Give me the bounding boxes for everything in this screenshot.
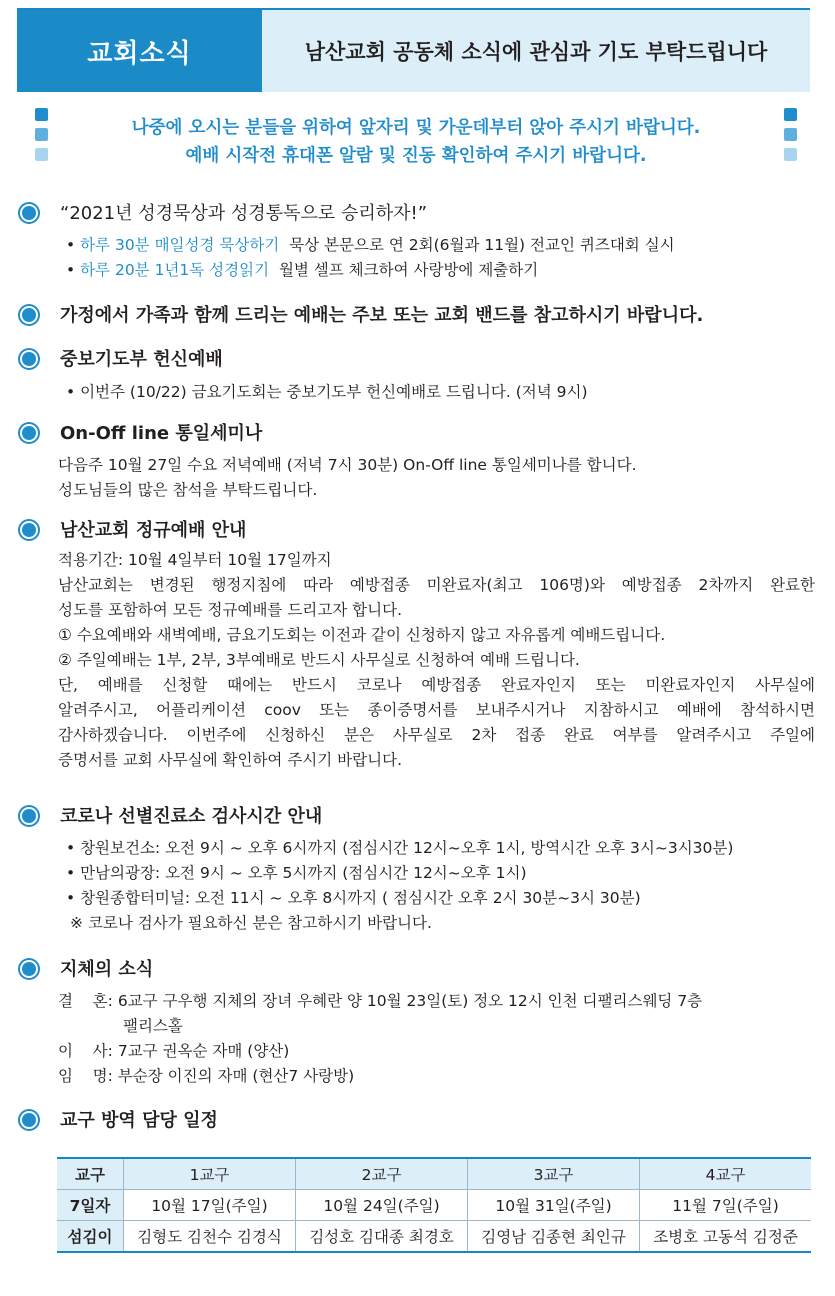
list-item: • 창원종합터미널: 오전 11시 ~ 오후 8시까지 ( 점심시간 오후 2시 30분~3시 30분) [66,889,641,907]
text-line: 증명서를 교회 사무실에 확인하여 주시기 바랍니다. [58,751,402,769]
table-row [57,1190,811,1221]
list-item: • 하루 30분 매일성경 묵상하기 묵상 본문으로 연 2회(6월과 11월) 전교인 퀴즈대회 실시 [66,236,675,254]
section-covid [22,802,815,936]
circle-bullet-icon [22,809,36,823]
table-cell: 섬김이 [57,1221,124,1253]
text-line: 남산교회는 변경된 행정지침에 따라 예방접종 미완료자(최고 106명)와 예방접종 2차까지 완료한 [58,576,815,594]
circle-bullet-icon [22,206,36,220]
table-cell: 조병호 고동석 김정준 [640,1221,811,1253]
table-cell: 김형도 김천수 김경식 [124,1221,296,1253]
table-cell: 7일자 [57,1190,124,1221]
notice-line-2: 예배 시작전 휴대폰 알람 및 진동 확인하여 주시기 바랍니다. [185,146,647,166]
text-line: ① 수요예배와 새벽예배, 금요기도회는 이전과 같이 신청하지 않고 자유롭게 예배드립니다. [58,626,666,644]
list-item: • 이번주 (10/22) 금요기도회는 중보기도부 헌신예배로 드립니다. (저녁 9시) [66,383,588,401]
section-title: 코로나 선별진료소 검사시간 안내 [60,806,323,827]
text-line: 알려주시고, 어플리케이션 coov 또는 종이증명서를 보내주시거나 지참하시고 예배에 참석하시면 [58,701,815,719]
circle-bullet-icon [22,426,36,440]
section-prayer [22,345,815,405]
news-move: 이 사: 7교구 권옥순 자매 (양산) [58,1042,290,1060]
text-line: 단, 예배를 신청할 때에는 반드시 코로나 예방접종 완료자인지 또는 미완료자인지 사무실에 [58,676,815,694]
header-tab-title: 교회소식 [17,10,262,92]
table-cell: 김영남 김종현 최인규 [468,1221,640,1253]
table-cell: 1교구 [124,1158,296,1190]
text-line: 감사하겠습니다. 이번주에 신청하신 분은 사무실로 2차 접종 완료 여부를 알려주시고 주일에 [58,726,815,744]
section-title: 남산교회 정규예배 안내 [60,520,247,541]
circle-bullet-icon [22,962,36,976]
section-title: 가정에서 가족과 함께 드리는 예배는 주보 또는 교회 밴드를 참고하시기 바랍니다. [60,305,704,326]
table-cell: 10월 31일(주일) [468,1190,640,1221]
table-header-row [57,1158,811,1190]
table-cell: 교구 [57,1158,124,1190]
table-cell: 10월 17일(주일) [124,1190,296,1221]
list-item: • 만남의광장: 오전 9시 ~ 오후 5시까지 (점심시간 12시~오후 1시) [66,864,527,882]
circle-bullet-icon [22,523,36,537]
section-title: 교구 방역 담당 일정 [60,1110,218,1131]
table-cell: 김성호 김대종 최경호 [296,1221,468,1253]
section-seminar [22,419,815,503]
schedule-table [57,1157,811,1253]
table-cell: 10월 24일(주일) [296,1190,468,1221]
section-schedule [22,1106,815,1136]
table-cell: 3교구 [468,1158,640,1190]
notice-box [35,108,797,168]
notice-line-1: 나중에 오시는 분들을 위하여 앞자리 및 가운데부터 앉아 주시기 바랍니다. [131,118,701,138]
text-line: ② 주일예배는 1부, 2부, 3부예배로 반드시 사무실로 신청하여 예배 드립니다. [58,651,580,669]
text-line: 다음주 10월 27일 수요 저녁예배 (저녁 7시 30분) On-Off line 통일세미나를 합니다. [58,456,637,474]
table-row [57,1221,811,1253]
section-title: On-Off line 통일세미나 [60,423,263,444]
circle-bullet-icon [22,352,36,366]
section-family-worship [22,301,815,331]
table-cell: 2교구 [296,1158,468,1190]
table-cell: 4교구 [640,1158,811,1190]
section-bible [22,199,815,283]
table-cell: 11월 7일(주일) [640,1190,811,1221]
note-line: ※ 코로나 검사가 필요하신 분은 참고하시기 바랍니다. [70,914,432,932]
header-subtitle: 남산교회 공동체 소식에 관심과 기도 부탁드립니다 [304,40,768,64]
text-line: 성도님들의 많은 참석을 부탁드립니다. [58,481,318,499]
section-title: 지체의 소식 [60,959,154,980]
text-line: 적용기간: 10월 4일부터 10월 17일까지 [58,551,332,569]
news-wedding-cont: 팰리스홀 [123,1017,183,1035]
list-item: • 창원보건소: 오전 9시 ~ 오후 6시까지 (점심시간 12시~오후 1시, 방역시간 오후 3시~3시30분) [66,839,734,857]
news-appointment: 임 명: 부순장 이진의 자매 (현산7 사랑방) [58,1067,355,1085]
news-wedding: 결 혼: 6교구 구우행 지체의 장녀 우혜란 양 10월 23일(토) 정오 12시 인천 디팰리스웨딩 7층 [58,992,703,1010]
section-worship [22,516,815,773]
section-title: “2021년 성경묵상과 성경통독으로 승리하자!” [60,203,428,224]
section-title: 중보기도부 헌신예배 [60,349,223,370]
circle-bullet-icon [22,308,36,322]
list-item: • 하루 20분 1년1독 성경읽기 월별 셀프 체크하여 사랑방에 제출하기 [66,261,539,279]
circle-bullet-icon [22,1113,36,1127]
text-line: 성도를 포함하여 모든 정규예배를 드리고자 합니다. [58,601,402,619]
section-member-news [22,955,815,1089]
header-banner [17,8,810,92]
